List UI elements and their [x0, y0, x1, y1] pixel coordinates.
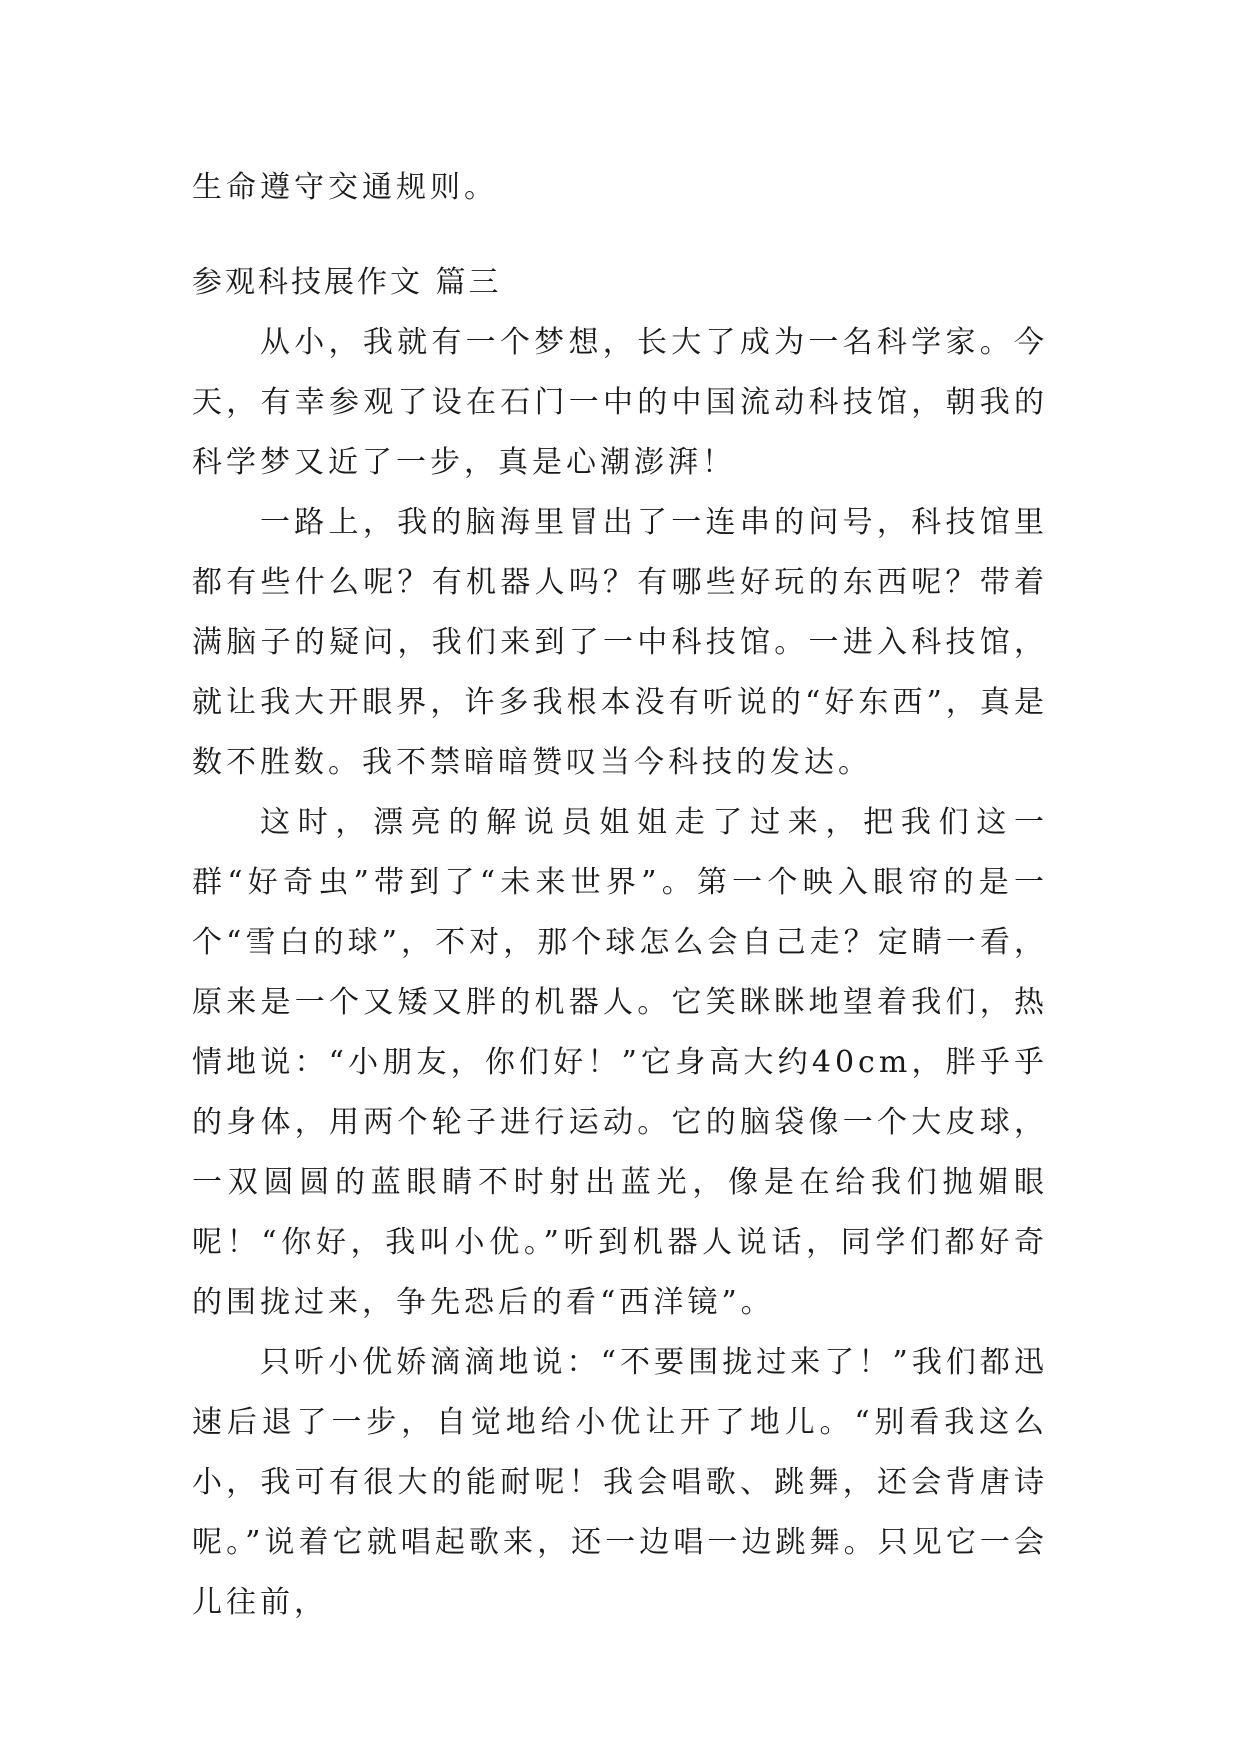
paragraph: 从小，我就有一个梦想，长大了成为一名科学家。今天，有幸参观了设在石门一中的中国流动科技馆，朝我的科学梦又近了一步，真是心潮澎湃！ [192, 325, 1048, 480]
continuation-line: 生命遵守交通规则。 [192, 170, 498, 205]
paragraph: 这时，漂亮的解说员姐姐走了过来，把我们这一群“好奇虫”带到了“未来世界”。第一个映入眼帘的是一个“雪白的球”，不对，那个球怎么会自己走？定睛一看，原来是一个又矮又胖的机器人。它笑眯眯地望着我们，热情地说：“小朋友，你们好！”它身高大约40cm，胖乎乎的身体，用两个轮子进行运动。它的脑袋像一个大皮球，一双圆圆的蓝眼睛不时射出蓝光，像是在给我们抛媚眼呢！“你好，我叫小优。”听到机器人说话，同学们都好奇的围拢过来，争先恐后的看“西洋镜”。 [192, 805, 1048, 1320]
section-heading: 参观科技展作文 篇三 [192, 265, 502, 300]
paragraph: 一路上，我的脑海里冒出了一连串的问号，科技馆里都有些什么呢？有机器人吗？有哪些好玩的东西呢？带着满脑子的疑问，我们来到了一中科技馆。一进入科技馆，就让我大开眼界，许多我根本没有听说的“好东西”，真是数不胜数。我不禁暗暗赞叹当今科技的发达。 [192, 505, 1048, 780]
paragraph: 只听小优娇滴滴地说：“不要围拢过来了！”我们都迅速后退了一步，自觉地给小优让开了地儿。“别看我这么小，我可有很大的能耐呢！我会唱歌、跳舞，还会背唐诗呢。”说着它就唱起歌来，还一边唱一边跳舞。只见它一会儿往前， [192, 1345, 1048, 1620]
essay-body [192, 313, 1048, 1633]
